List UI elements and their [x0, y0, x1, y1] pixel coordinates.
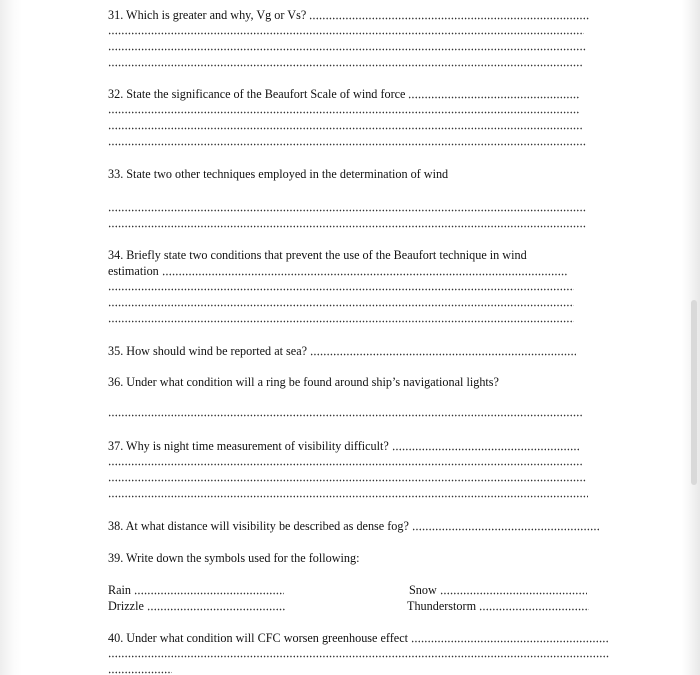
answer-line: [108, 143, 586, 146]
question-34-line2: [108, 264, 568, 278]
question-34-text-cont: estimation: [108, 264, 159, 278]
drizzle-item: [108, 599, 286, 613]
question-31: [108, 8, 590, 22]
answer-line: [108, 209, 586, 212]
question-32-text: 32. State the significance of the Beaufort Scale of wind force: [108, 87, 406, 101]
answer-line: [108, 225, 586, 228]
answer-line: [108, 127, 582, 130]
thunderstorm-item: [407, 599, 589, 613]
rain-label: Rain: [108, 583, 132, 597]
answer-line: [108, 320, 574, 323]
answer-line-partial: [108, 671, 172, 674]
answer-leader: [147, 608, 286, 611]
question-39-text: 39. Write down the symbols used for the following:: [108, 551, 360, 565]
answer-leader: [392, 448, 580, 451]
question-35: [108, 344, 576, 358]
question-32: [108, 87, 580, 101]
question-33-text: 33. State two other techniques employed in the determination of wind: [108, 167, 449, 181]
answer-line: [108, 479, 586, 482]
snow-label: Snow: [409, 583, 437, 597]
page-left-shadow: [0, 0, 22, 675]
answer-leader: [440, 592, 587, 595]
answer-leader: [162, 273, 568, 276]
question-38-text: 38. At what distance will visibility be described as dense fog?: [108, 519, 409, 533]
answer-leader: [309, 17, 590, 20]
answer-line: [108, 64, 582, 67]
answer-line: [108, 304, 574, 307]
question-40-text: 40. Under what condition will CFC worsen greenhouse effect: [108, 631, 408, 645]
answer-leader: [411, 640, 608, 643]
drizzle-label: Drizzle: [108, 599, 144, 613]
question-38: [108, 519, 600, 533]
scrollbar[interactable]: [691, 300, 697, 485]
answer-line: [108, 111, 580, 114]
answer-line: [108, 288, 574, 291]
question-37: [108, 439, 580, 453]
question-34-line1: 34. Briefly state two conditions that prevent the use of the Beaufort technique in wind: [108, 248, 527, 262]
question-36-text: 36. Under what condition will a ring be found around ship’s navigational lights?: [108, 375, 499, 389]
snow-item: [409, 583, 587, 597]
answer-line: [108, 655, 610, 658]
answer-line: [108, 32, 584, 35]
answer-line: [108, 48, 586, 51]
answer-leader: [479, 608, 589, 611]
thunderstorm-label: Thunderstorm: [407, 599, 477, 613]
question-35-text: 35. How should wind be reported at sea?: [108, 344, 308, 358]
answer-leader: [408, 96, 580, 99]
question-37-text: 37. Why is night time measurement of visibility difficult?: [108, 439, 389, 453]
answer-line: [108, 414, 582, 417]
answer-line: [108, 463, 582, 466]
answer-leader: [310, 353, 576, 356]
answer-leader: [412, 528, 600, 531]
answer-leader: [134, 592, 284, 595]
question-31-text: 31. Which is greater and why, Vg or Vs?: [108, 8, 307, 22]
answer-line: [108, 495, 588, 498]
question-40: [108, 631, 608, 645]
rain-item: [108, 583, 284, 597]
